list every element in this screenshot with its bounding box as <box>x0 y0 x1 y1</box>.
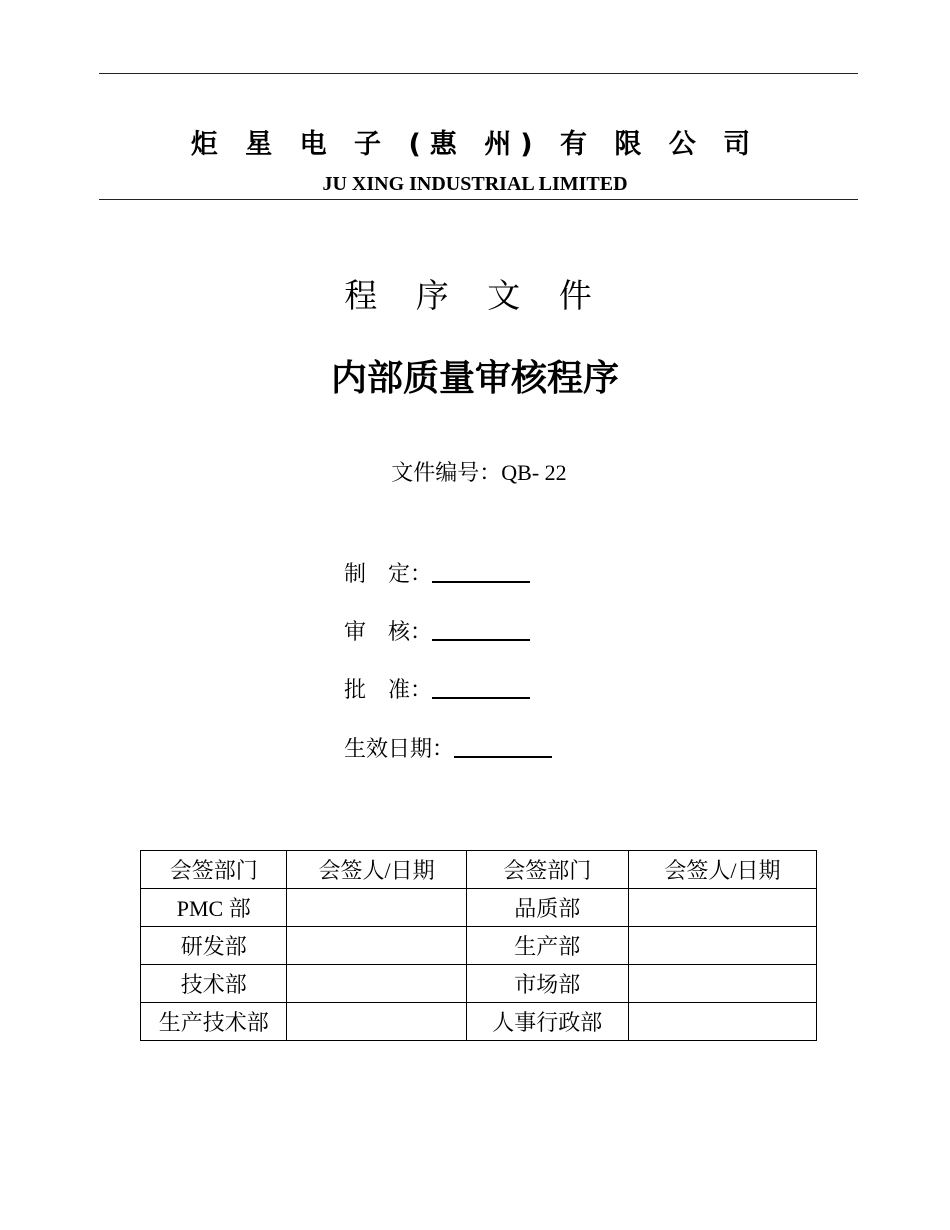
header-top-rule <box>99 73 858 74</box>
department-cell: PMC 部 <box>141 889 287 927</box>
table-row <box>141 965 817 1003</box>
document-number: 文件编号：QB- 22 <box>391 460 567 485</box>
company-name-cn: 炬 星 电 子 (惠 州) 有 限 公 司 <box>190 129 760 160</box>
signature-cell <box>287 889 466 927</box>
department-cell: 市场部 <box>466 965 628 1003</box>
effective-date-label: 生效日期： <box>344 736 455 761</box>
table-header-cell: 会签人/日期 <box>628 851 816 889</box>
department-cell: 品质部 <box>466 889 628 927</box>
effective-date-row <box>344 732 552 763</box>
reviewed-by-blank <box>432 617 530 641</box>
countersign-table <box>140 850 817 1041</box>
document-type: 程 序 文 件 <box>344 276 606 315</box>
table-header-cell: 会签部门 <box>466 851 628 889</box>
approved-by-blank <box>432 675 530 699</box>
table-header-cell: 会签人/日期 <box>287 851 466 889</box>
signature-cell <box>287 965 466 1003</box>
table-row <box>141 927 817 965</box>
signature-cell <box>628 889 816 927</box>
signature-cell <box>287 927 466 965</box>
signature-cell <box>628 927 816 965</box>
reviewed-by-row <box>344 615 530 646</box>
company-name-en: JU XING INDUSTRIAL LIMITED <box>322 173 628 195</box>
table-row <box>141 1003 817 1041</box>
department-cell: 生产部 <box>466 927 628 965</box>
prepared-by-blank <box>432 559 530 583</box>
prepared-by-label: 制 定： <box>344 561 433 586</box>
effective-date-blank <box>454 734 552 758</box>
signature-cell <box>628 965 816 1003</box>
table-header-cell: 会签部门 <box>141 851 287 889</box>
signature-cell <box>287 1003 466 1041</box>
reviewed-by-label: 审 核： <box>344 619 433 644</box>
signature-cell <box>628 1003 816 1041</box>
document-title: 内部质量审核程序 <box>330 358 619 399</box>
department-cell: 技术部 <box>141 965 287 1003</box>
table-header-row <box>141 851 817 889</box>
department-cell: 人事行政部 <box>466 1003 628 1041</box>
approved-by-label: 批 准： <box>344 677 433 702</box>
department-cell: 生产技术部 <box>141 1003 287 1041</box>
table-row <box>141 889 817 927</box>
department-cell: 研发部 <box>141 927 287 965</box>
approved-by-row <box>344 673 530 704</box>
prepared-by-row <box>344 557 530 588</box>
header-bottom-rule <box>99 199 858 200</box>
